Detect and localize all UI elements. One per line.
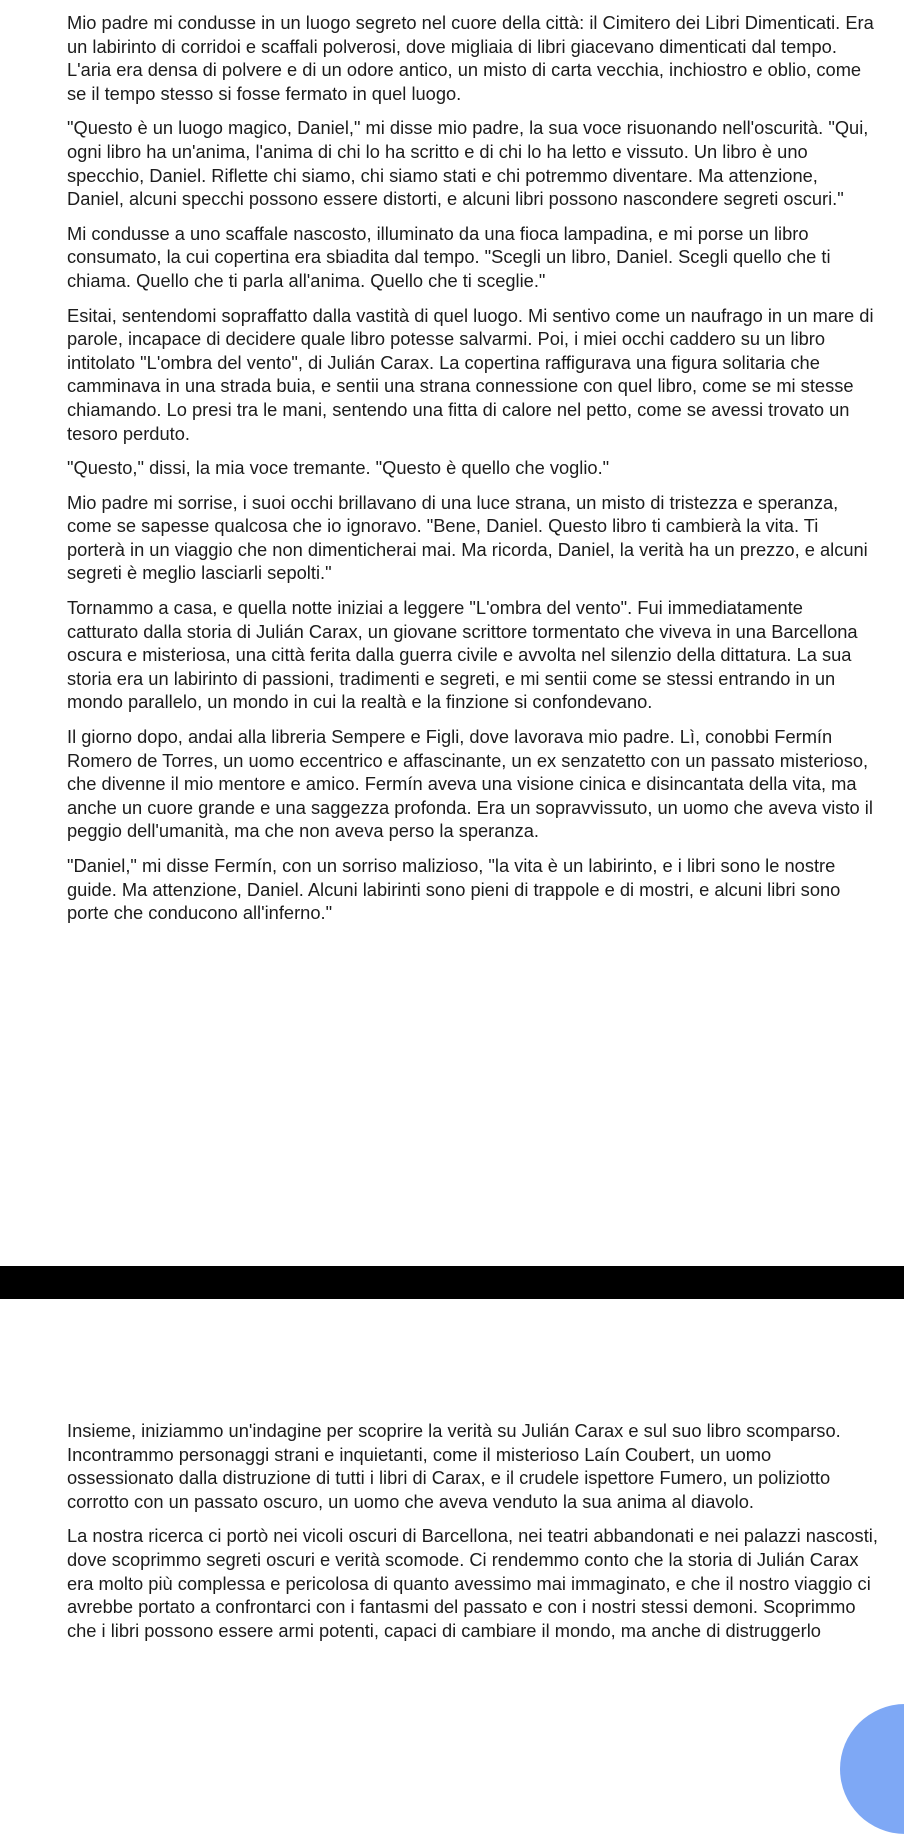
section-divider-band (0, 1266, 904, 1299)
paragraph: Esitai, sentendomi sopraffatto dalla vastità di quel luogo. Mi sentivo come un naufrago in un mare di parole, incapace di decidere quale libro potesse salvarmi. Poi, i miei occhi caddero su un libro intitolato "L'ombra del vento", di Julián Carax. La copertina raffigurava una figura solitaria che camminava in una strada buia, e sentii una strana connessione con quel libro, come se mi stesse chiamando. Lo presi tra le mani, sentendo una fitta di calore nel petto, come se avessi trovato un tesoro perduto. (67, 304, 874, 444)
paragraph: "Questo," dissi, la mia voce tremante. "Questo è quello che voglio." (67, 457, 610, 479)
story-text-bottom (67, 1419, 879, 1653)
paragraph: Mio padre mi sorrise, i suoi occhi brillavano di una luce strana, un misto di tristezza e speranza, come se sapesse qualcosa che io ignoravo. "Bene, Daniel. Questo libro ti cambierà la vita. Ti porterà in un viaggio che non dimenticherai mai. Ma ricorda, Daniel, la verità ha un prezzo, e alcuni segreti è meglio lasciarli sepolti." (67, 491, 868, 584)
paragraph: "Daniel," mi disse Fermín, con un sorriso malizioso, "la vita è un labirinto, e i libri sono le nostre guide. Ma attenzione, Daniel. Alcuni labirinti sono pieni di trappole e di mostri, e alcuni libri sono porte che conducono all'inferno." (67, 855, 841, 924)
paragraph: "Questo è un luogo magico, Daniel," mi disse mio padre, la sua voce risuonando nell'oscurità. "Qui, ogni libro ha un'anima, l'anima di chi lo ha scritto e di chi lo ha letto e vissuto. Un libro è uno specchio, Daniel. Riflette chi siamo, chi siamo stati e chi potremmo diventare. Ma attenzione, Daniel, alcuni specchi possono essere distorti, e alcuni libri possono nascondere segreti oscuri." (67, 117, 869, 210)
paragraph: Tornammo a casa, e quella notte iniziai a leggere "L'ombra del vento". Fui immediatamente catturato dalla storia di Julián Carax, un giovane scrittore tormentato che viveva in una Barcellona oscura e misteriosa, una città ferita dalla guerra civile e avvolta nel silenzio della dittatura. La sua storia era un labirinto di passioni, tradimenti e segreti, e mi sentii come se stessi entrando in un mondo parallelo, un mondo in cui la realtà e la finzione si confondevano. (67, 597, 858, 713)
story-text-top (67, 11, 879, 936)
paragraph: La nostra ricerca ci portò nei vicoli oscuri di Barcellona, nei teatri abbandonati e nei palazzi nascosti, dove scoprimmo segreti oscuri e verità scomode. Ci rendemmo conto che la storia di Julián Carax era molto più complessa e pericolosa di quanto avessimo mai immaginato, e che il nostro viaggio ci avrebbe portato a confrontarci con i fantasmi del passato e con i nostri stessi demoni. Scoprimmo che i libri possono essere armi potenti, capaci di cambiare il mondo, ma anche di distruggerlo (67, 1525, 878, 1641)
paragraph: Il giorno dopo, andai alla libreria Sempere e Figli, dove lavorava mio padre. Lì, conobbi Fermín Romero de Torres, un uomo eccentrico e affascinante, un ex senzatetto con un passato misterioso, che divenne il mio mentore e amico. Fermín aveva una visione cinica e disincantata della vita, ma anche un cuore grande e una saggezza profonda. Era un sopravvissuto, un uomo che aveva visto il peggio dell'umanità, ma che non aveva perso la speranza. (67, 726, 873, 842)
paragraph: Mio padre mi condusse in un luogo segreto nel cuore della città: il Cimitero dei Libri Dimenticati. Era un labirinto di corridoi e scaffali polverosi, dove migliaia di libri giacevano dimenticati dal tempo. L'aria era densa di polvere e di un odore antico, un misto di carta vecchia, inchiostro e oblio, come se il tempo stesso si fosse fermato in quel luogo. (67, 12, 874, 104)
floating-action-button[interactable] (840, 1704, 904, 1834)
paragraph: Insieme, iniziammo un'indagine per scoprire la verità su Julián Carax e sul suo libro scomparso. Incontrammo personaggi strani e inquietanti, come il misterioso Laín Coubert, un uomo ossessionato dalla distruzione di tutti i libri di Carax, e il crudele ispettore Fumero, un poliziotto corrotto con un passato oscuro, un uomo che aveva venduto la sua anima al diavolo. (67, 1420, 841, 1512)
paragraph: Mi condusse a uno scaffale nascosto, illuminato da una fioca lampadina, e mi porse un libro consumato, la cui copertina era sbiadita dal tempo. "Scegli un libro, Daniel. Scegli quello che ti chiama. Quello che ti parla all'anima. Quello che ti sceglie." (67, 222, 831, 291)
